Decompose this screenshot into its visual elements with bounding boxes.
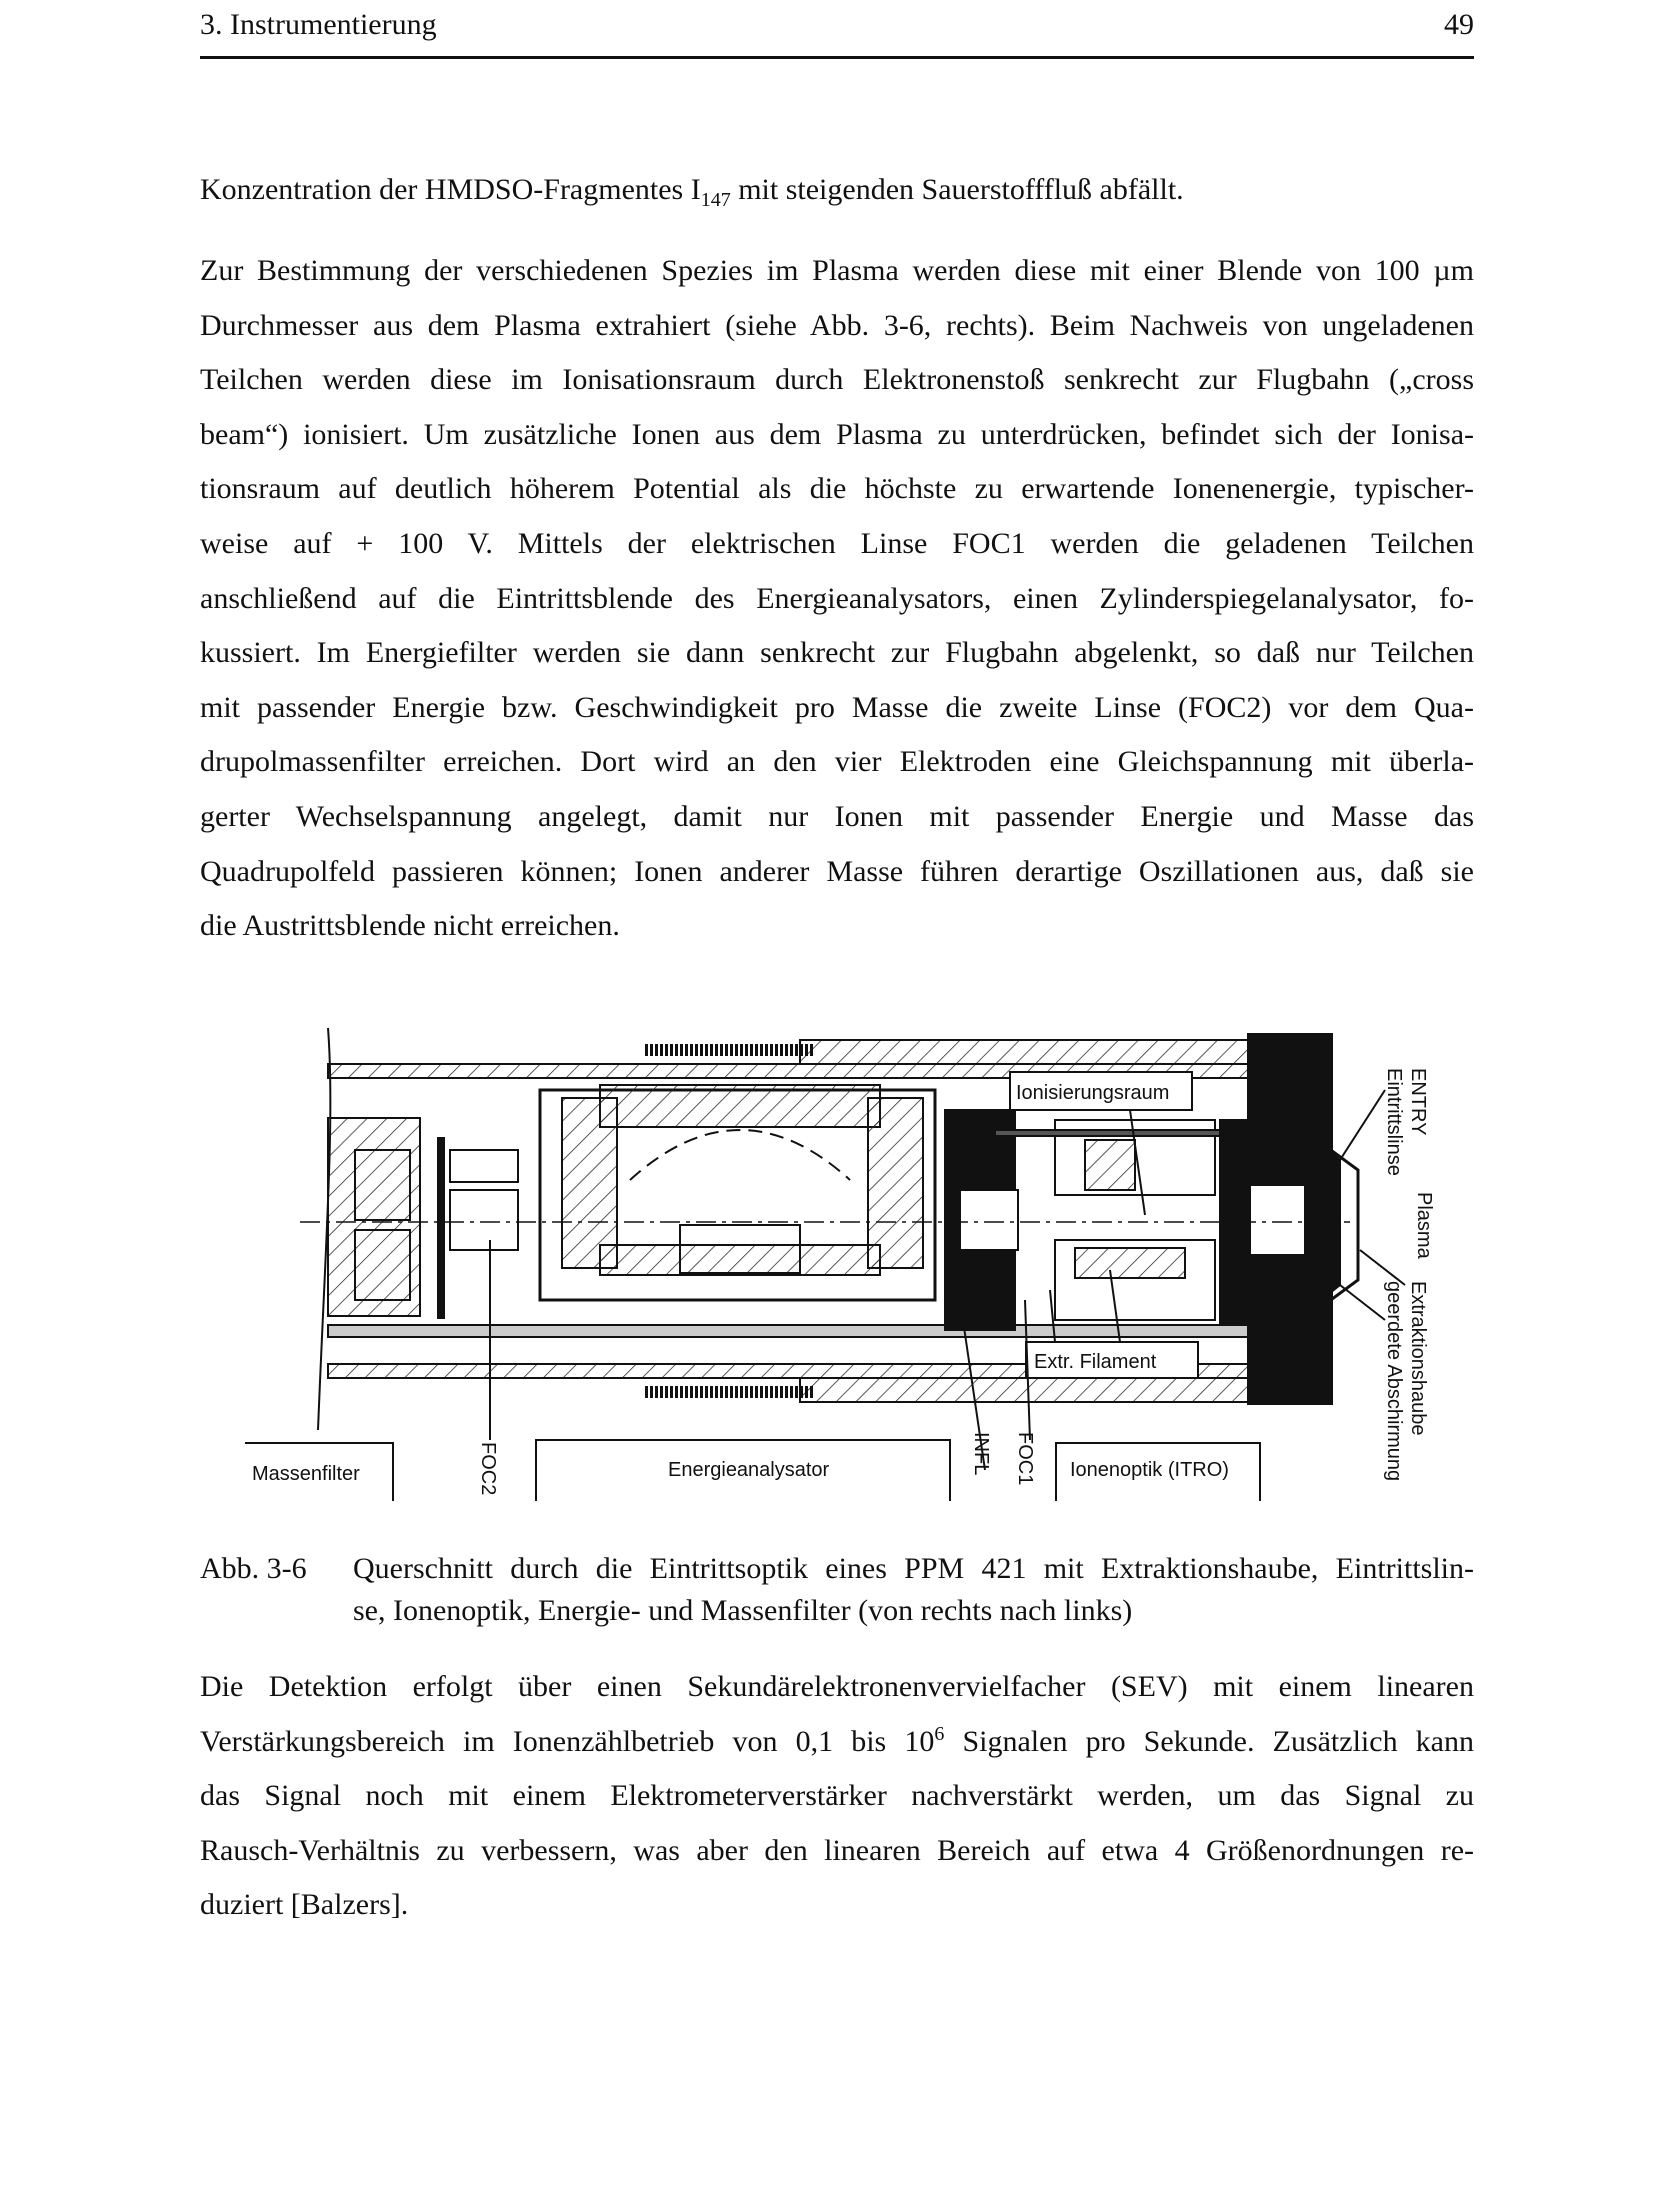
text-line: die Austrittsblende nicht erreichen. — [200, 909, 620, 943]
text-line: gerter Wechselspannung angelegt, damit nur Ionen mit passender Energie und Masse das — [200, 799, 1474, 833]
text-line: tionsraum auf deutlich höherem Potential als die höchste zu erwartende Ionenenergie, typischer- — [200, 472, 1474, 506]
label-eintrittslinse: Eintrittslinse — [1383, 1068, 1405, 1176]
label-ionisierungsraum: Ionisierungsraum — [1016, 1082, 1170, 1104]
label-geerdete-abschirmung: geerdete Abschirmung — [1383, 1281, 1405, 1482]
caption-label: Abb. 3-6 — [200, 1552, 307, 1585]
running-header-chapter: 3. Instrumentierung — [200, 8, 437, 41]
text-line: kussiert. Im Energiefilter werden sie dann senkrecht zur Flugbahn abgelenkt, so daß nur Teilchen — [200, 636, 1474, 670]
text-line: mit passender Energie bzw. Geschwindigkeit pro Masse die zweite Linse (FOC2) vor dem Qua- — [200, 690, 1474, 724]
label-foc1: FOC1 — [1014, 1432, 1036, 1486]
label-extraktionshaube: Extraktionshaube — [1407, 1281, 1429, 1436]
label-ionenoptik: Ionenoptik (ITRO) — [1070, 1459, 1229, 1481]
caption-text: Querschnitt durch die Eintrittsoptik eines PPM 421 mit Extraktionshaube, Eintrittslin- se, Ionenoptik, Energie- und Massenfilter (von rechts nach links) — [353, 1552, 1474, 1627]
text-line: weise auf + 100 V. Mittels der elektrischen Linse FOC1 werden die geladenen Teilchen — [200, 526, 1474, 560]
text-line: Teilchen werden diese im Ionisationsraum durch Elektronenstoß senkrecht zur Flugbahn („cross — [200, 363, 1474, 397]
label-infl: INFL — [970, 1432, 992, 1476]
text-line: Quadrupolfeld passieren können; Ionen anderer Masse führen derartige Oszillationen aus, daß sie — [200, 854, 1474, 888]
page-number: 49 — [1444, 8, 1474, 41]
text-line: beam“) ionisiert. Um zusätzliche Ionen aus dem Plasma zu unterdrücken, befindet sich der Ionisa- — [200, 417, 1474, 451]
text-line: anschließend auf die Eintrittsblende des Energieanalysators, einen Zylinderspiegelanalysator, fo- — [200, 581, 1474, 615]
label-massenfilter: Massenfilter — [252, 1463, 360, 1485]
text-line: Zur Bestimmung der verschiedenen Spezies im Plasma werden diese mit einer Blende von 100 µm — [200, 254, 1474, 287]
diagram-drawing — [245, 1028, 1405, 1501]
text-line: Durchmesser aus dem Plasma extrahiert (siehe Abb. 3-6, rechts). Beim Nachweis von ungeladenen — [200, 308, 1474, 342]
paragraph-1: Konzentration der HMDSO-Fragmentes $I_{147}$ mit steigenden Sauerstofffluß abfällt. — [200, 173, 1184, 211]
label-energieanalysator: Energieanalysator — [668, 1459, 830, 1481]
label-entry: ENTRY — [1407, 1068, 1429, 1136]
text-line: drupolmassenfilter erreichen. Dort wird an den vier Elektroden eine Gleichspannung mit überla- — [200, 745, 1474, 779]
paragraph-3: Die Detektion erfolgt über einen Sekundärelektronenvervielfacher (SEV) mit einem linearen Verstärkungsbereich im Ionenzählbetrieb von 0,1 bis $10^6$ Signalen pro Sekunde. Zusätzlich kann das Signal noch mit einem Elektrometerverstärker nachverstärkt werden, um das Signal zu Rausch-Verhältnis zu verbessern, was aber den linearen Bereich auf etwa 4 Größenordnungen re- duziert [Balzers]. — [200, 1670, 1474, 1922]
label-extr-filament: Extr. Filament — [1034, 1351, 1157, 1373]
label-foc2: FOC2 — [477, 1442, 499, 1496]
label-plasma: Plasma — [1413, 1192, 1435, 1259]
